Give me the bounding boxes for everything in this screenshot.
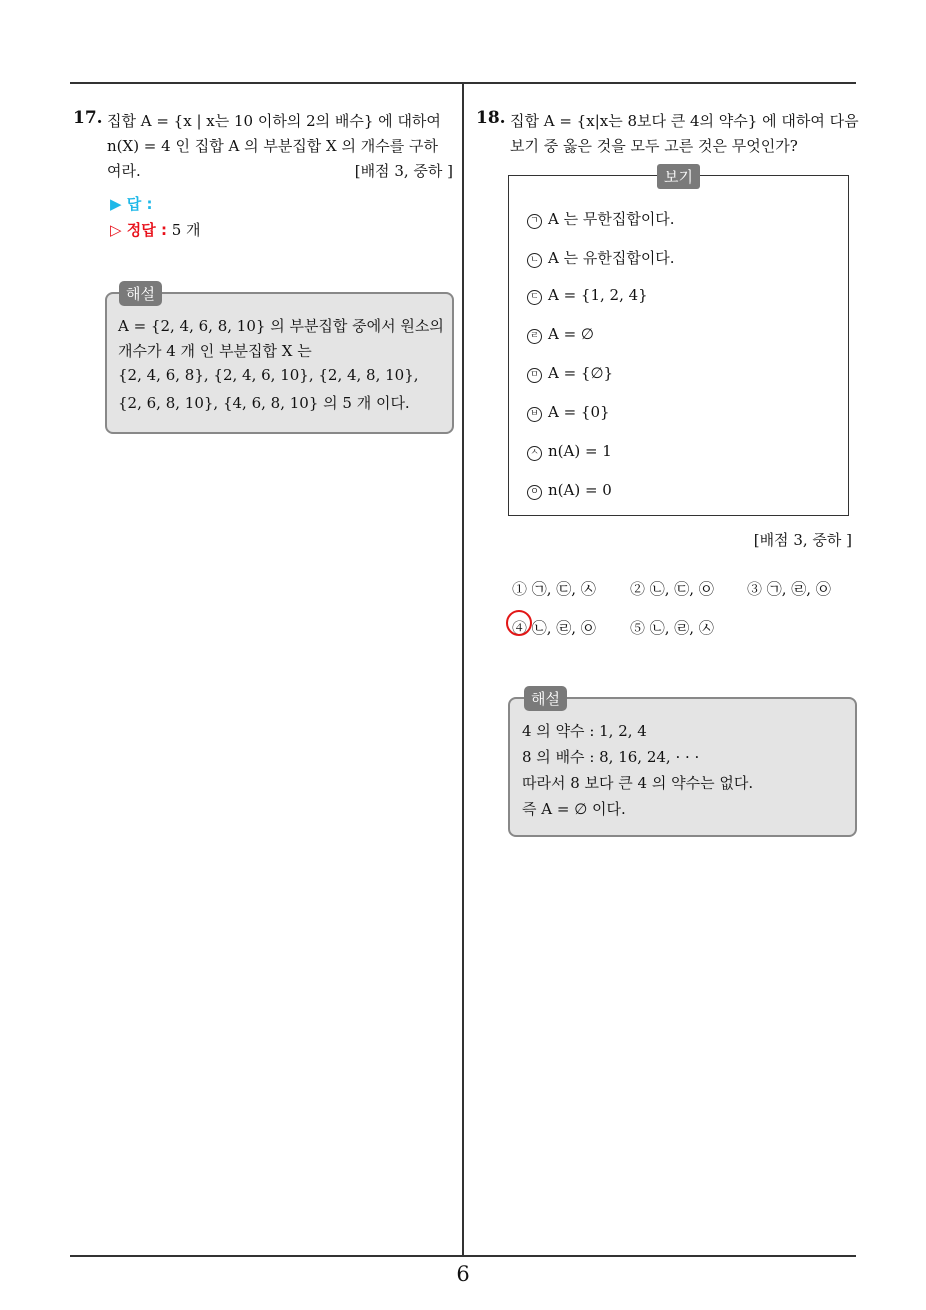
bogi-item — [527, 442, 612, 461]
bogi-item-text: A = {∅} — [548, 364, 614, 382]
choice-4[interactable]: ④ ㉡, ㉣, ㉧ — [512, 619, 596, 637]
solution-17-line-2: 개수가 4 개 인 부분집합 X 는 — [118, 342, 312, 360]
bogi-item — [527, 325, 594, 344]
solution-18-line-4: 즉 A = ∅ 이다. — [522, 800, 626, 818]
choice-3[interactable]: ③ ㉠, ㉣, ㉧ — [747, 580, 831, 598]
selected-answer-mark — [506, 610, 532, 636]
bogi-item-text: n(A) = 0 — [548, 481, 612, 499]
solution-18-line-1: 4 의 약수 : 1, 2, 4 — [522, 722, 647, 740]
choice-2[interactable]: ② ㉡, ㉢, ㉧ — [630, 580, 714, 598]
bogi-item-text: n(A) = 1 — [548, 442, 612, 460]
correct-answer-value: 5 개 — [171, 221, 201, 239]
bogi-item — [527, 403, 610, 422]
page-number: 6 — [456, 1262, 470, 1286]
question-18-number: 18. — [476, 108, 506, 128]
solution-tag-17: 해설 — [119, 281, 162, 306]
bogi-mark-circle: ㄹ — [527, 329, 542, 344]
bogi-item-text: A 는 무한집합이다. — [548, 210, 675, 228]
bogi-mark-circle: ㅁ — [527, 368, 542, 383]
question-18-line-2: 보기 중 옳은 것을 모두 고른 것은 무엇인가? — [510, 137, 798, 155]
question-17-line-3: 여라. — [107, 162, 141, 180]
solution-17-line-4: {2, 6, 8, 10}, {4, 6, 8, 10} 의 5 개 이다. — [118, 394, 410, 412]
bogi-item-text: A = {0} — [548, 403, 610, 421]
bogi-item — [527, 481, 612, 500]
bogi-mark-circle: ㄱ — [527, 214, 542, 229]
bogi-mark-circle: ㅅ — [527, 446, 542, 461]
solution-18-line-2: 8 의 배수 : 8, 16, 24, · · · — [522, 748, 700, 766]
question-18-score: [배점 3, 중하 ] — [753, 531, 852, 549]
bogi-item — [527, 364, 613, 383]
question-17-line-2: n(X) = 4 인 집합 A 의 부분집합 X 의 개수를 구하 — [107, 137, 438, 155]
bogi-mark-circle: ㄴ — [527, 253, 542, 268]
bogi-mark-circle: ㅇ — [527, 485, 542, 500]
bogi-item — [527, 208, 675, 229]
bogi-item-text: A = ∅ — [548, 325, 595, 343]
column-divider — [462, 84, 464, 1255]
choice-1[interactable]: ① ㉠, ㉢, ㉦ — [512, 580, 596, 598]
question-17-line-1: 집합 A = {x | x는 10 이하의 2의 배수} 에 대하여 — [107, 112, 441, 130]
solution-17-line-3: {2, 4, 6, 8}, {2, 4, 6, 10}, {2, 4, 8, 10}, — [118, 366, 419, 384]
solution-17-line-1: A = {2, 4, 6, 8, 10} 의 부분집합 중에서 원소의 — [118, 317, 444, 335]
bogi-item — [527, 286, 648, 305]
choice-5[interactable]: ⑤ ㉡, ㉣, ㉦ — [630, 619, 714, 637]
question-18-line-1: 집합 A = {x|x는 8보다 큰 4의 약수} 에 대하여 다음 — [510, 112, 859, 130]
correct-answer-row — [110, 219, 201, 240]
bogi-item — [527, 247, 675, 268]
question-17-number: 17. — [73, 108, 103, 128]
bottom-rule — [70, 1255, 856, 1257]
bogi-tag: 보기 — [657, 164, 700, 189]
bogi-mark-circle: ㄷ — [527, 290, 542, 305]
solution-tag-18: 해설 — [524, 686, 567, 711]
solution-18-line-3: 따라서 8 보다 큰 4 의 약수는 없다. — [522, 774, 754, 792]
bogi-item-text: A = {1, 2, 4} — [548, 286, 648, 304]
answer-label: ▶ 답 : — [110, 195, 153, 213]
question-17-score: [배점 3, 중하 ] — [354, 162, 453, 180]
bogi-item-text: A 는 유한집합이다. — [548, 249, 675, 267]
bogi-mark-circle: ㅂ — [527, 407, 542, 422]
correct-answer-label: ▷ 정답 : — [110, 221, 167, 239]
